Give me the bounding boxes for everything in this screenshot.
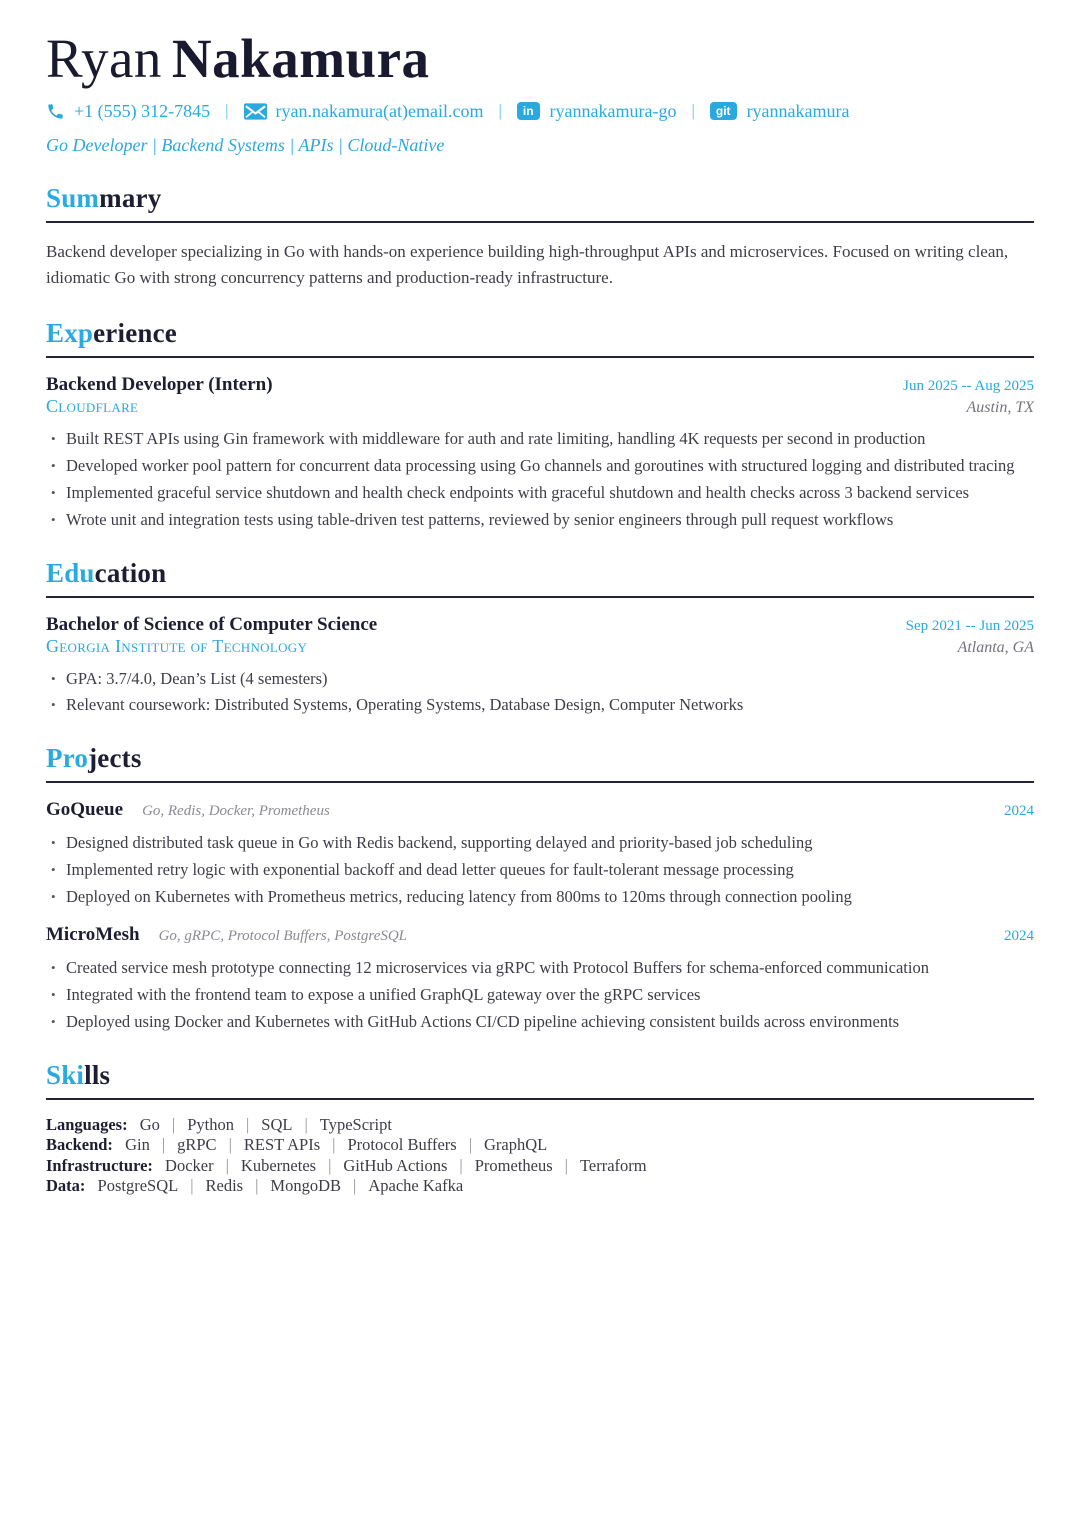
skill-row-data [46, 1176, 1034, 1195]
section-title-rest: erience [93, 318, 177, 349]
tagline: Go Developer | Backend Systems | APIs | Cloud-Native [46, 134, 445, 155]
linkedin-handle: ryannakamura-go [549, 100, 677, 121]
section-title-projects [46, 743, 1034, 783]
skill-item: Python [187, 1114, 234, 1134]
skill-item: Kubernetes [240, 1155, 317, 1175]
github-contact [710, 101, 850, 122]
section-education [46, 558, 1034, 717]
project-entry [46, 799, 1034, 907]
section-projects [46, 743, 1034, 1033]
skill-separator: | [304, 1114, 308, 1134]
section-title-accent: Pro [46, 743, 89, 774]
job-title: Backend Developer (Intern) [46, 374, 273, 396]
section-title-accent: Edu [46, 557, 95, 588]
git-icon: git [710, 102, 737, 120]
section-title-summary [46, 183, 1034, 223]
skill-separator: | [255, 1176, 259, 1196]
education-dates: Sep 2021 -- Jun 2025 [905, 617, 1034, 634]
project-bullet: • Created service mesh prototype connecting 12 microservices via gRPC with Protocol Buffers for schema-enforced communication [46, 957, 1034, 979]
skill-separator: | [564, 1155, 568, 1175]
skill-separator: | [328, 1155, 332, 1175]
skill-separator: | [459, 1155, 463, 1175]
project-tech: Go, Redis, Docker, Prometheus [142, 803, 330, 820]
skill-item: Apache Kafka [368, 1176, 464, 1196]
project-bullets [46, 957, 1034, 1032]
skill-item: GitHub Actions [343, 1155, 448, 1175]
skill-separator: | [161, 1135, 166, 1155]
project-name: GoQueue [46, 799, 124, 821]
skill-item: SQL [261, 1114, 293, 1134]
phone-icon [46, 102, 65, 121]
project-date: 2024 [1004, 803, 1034, 820]
contact-separator: | [691, 101, 695, 121]
skill-item: Protocol Buffers [347, 1135, 457, 1155]
experience-bullet: • Implemented graceful service shutdown and health check endpoints with graceful shutdown and health checks across 3 backend services [46, 482, 1034, 504]
project-bullet: • Deployed on Kubernetes with Prometheus metrics, reducing latency from 800ms to 120ms through connection pooling [46, 886, 1034, 908]
project-date: 2024 [1004, 928, 1034, 945]
github-handle: ryannakamura [746, 100, 850, 121]
page-title [46, 30, 1034, 88]
section-skills [46, 1060, 1034, 1196]
section-title-accent: Sum [46, 182, 100, 213]
skill-separator: | [468, 1135, 472, 1155]
section-summary [46, 183, 1034, 292]
section-title-skills [46, 1060, 1034, 1100]
experience-entry [46, 374, 1034, 530]
skill-separator: | [225, 1155, 229, 1175]
skill-separator: | [171, 1114, 176, 1134]
contact-separator: | [498, 101, 502, 121]
skill-item: Docker [165, 1155, 214, 1175]
skill-separator: | [353, 1176, 357, 1196]
section-title-accent: Exp [46, 318, 94, 349]
school-location: Atlanta, GA [957, 638, 1034, 656]
skills-list [46, 1115, 1034, 1196]
skill-separator: | [228, 1135, 232, 1155]
section-title-rest: jects [88, 743, 142, 774]
phone-contact [46, 101, 210, 122]
skill-item: Redis [205, 1176, 244, 1196]
section-title-rest: mary [99, 182, 162, 213]
skill-item: Go [139, 1114, 160, 1134]
skill-separator: | [245, 1114, 250, 1134]
first-name: Ryan [46, 28, 162, 89]
school-name: Georgia Institute of Technology [46, 635, 308, 656]
skill-item: Terraform [579, 1155, 647, 1175]
project-tech: Go, gRPC, Protocol Buffers, PostgreSQL [158, 928, 408, 945]
education-bullets [46, 668, 1034, 717]
job-location: Austin, TX [966, 399, 1034, 417]
education-bullet: • Relevant coursework: Distributed Systems, Operating Systems, Database Design, Computer Networks [46, 694, 1034, 716]
education-entry [46, 614, 1034, 717]
skill-category-label: Infrastructure: [46, 1155, 153, 1175]
experience-bullets [46, 428, 1034, 530]
education-bullet: • GPA: 3.7/4.0, Dean’s List (4 semesters) [46, 668, 1034, 690]
section-title-rest: lls [84, 1059, 111, 1090]
project-bullets [46, 832, 1034, 907]
company-name: Cloudflare [46, 396, 139, 417]
project-bullet: • Integrated with the frontend team to expose a unified GraphQL gateway over the gRPC services [46, 984, 1034, 1006]
skill-separator: | [190, 1176, 194, 1196]
skill-item: GraphQL [484, 1135, 548, 1155]
skill-row-infrastructure [46, 1156, 1034, 1175]
email-contact [244, 101, 484, 122]
skill-category-label: Backend: [46, 1135, 113, 1155]
skill-item: REST APIs [243, 1135, 321, 1155]
experience-bullet: • Developed worker pool pattern for concurrent data processing using Go channels and goroutines with structured logging and distributed tracing [46, 455, 1034, 477]
project-bullet: • Deployed using Docker and Kubernetes with GitHub Actions CI/CD pipeline achieving consistent builds across environments [46, 1011, 1034, 1033]
contact-separator: | [225, 101, 229, 121]
skill-item: TypeScript [319, 1114, 392, 1134]
section-experience [46, 318, 1034, 530]
project-name: MicroMesh [46, 924, 140, 946]
experience-bullet: • Built REST APIs using Gin framework with middleware for auth and rate limiting, handling 4K requests per second in production [46, 428, 1034, 450]
section-title-accent: Ski [46, 1059, 85, 1090]
skill-category-label: Data: [46, 1176, 86, 1196]
section-title-experience [46, 318, 1034, 358]
skill-row-backend [46, 1135, 1034, 1154]
linkedin-contact [517, 101, 677, 122]
contact-row [46, 101, 1034, 122]
email-icon [244, 103, 267, 120]
skill-row-languages [46, 1115, 1034, 1134]
section-title-education [46, 558, 1034, 598]
skill-item: Gin [125, 1135, 150, 1155]
linkedin-icon: in [517, 102, 540, 120]
project-bullet: • Designed distributed task queue in Go with Redis backend, supporting delayed and priority-based job scheduling [46, 832, 1034, 854]
degree-name: Bachelor of Science of Computer Science [46, 613, 378, 635]
last-name: Nakamura [171, 28, 430, 89]
skill-item: Prometheus [474, 1155, 553, 1175]
email-address: ryan.nakamura(at)email.com [275, 100, 484, 121]
skill-separator: | [332, 1135, 336, 1155]
skill-item: PostgreSQL [97, 1176, 179, 1196]
job-dates: Jun 2025 -- Aug 2025 [903, 378, 1034, 395]
section-title-rest: cation [94, 557, 167, 588]
summary-text: Backend developer specializing in Go with hands-on experience building high-throughput APIs and microservices. Focused on writing clean, idiomatic Go with strong concurrency patterns and production-ready infrastructure. [46, 241, 1009, 288]
project-entry [46, 924, 1034, 1032]
project-bullet: • Implemented retry logic with exponential backoff and dead letter queues for fault-tolerant message processing [46, 859, 1034, 881]
experience-bullet: • Wrote unit and integration tests using table-driven test patterns, reviewed by senior engineers through pull request workflows [46, 509, 1034, 531]
phone-number: +1 (555) 312-7845 [74, 100, 211, 121]
skill-category-label: Languages: [46, 1114, 128, 1134]
skill-item: gRPC [177, 1135, 217, 1155]
skill-item: MongoDB [270, 1176, 342, 1196]
